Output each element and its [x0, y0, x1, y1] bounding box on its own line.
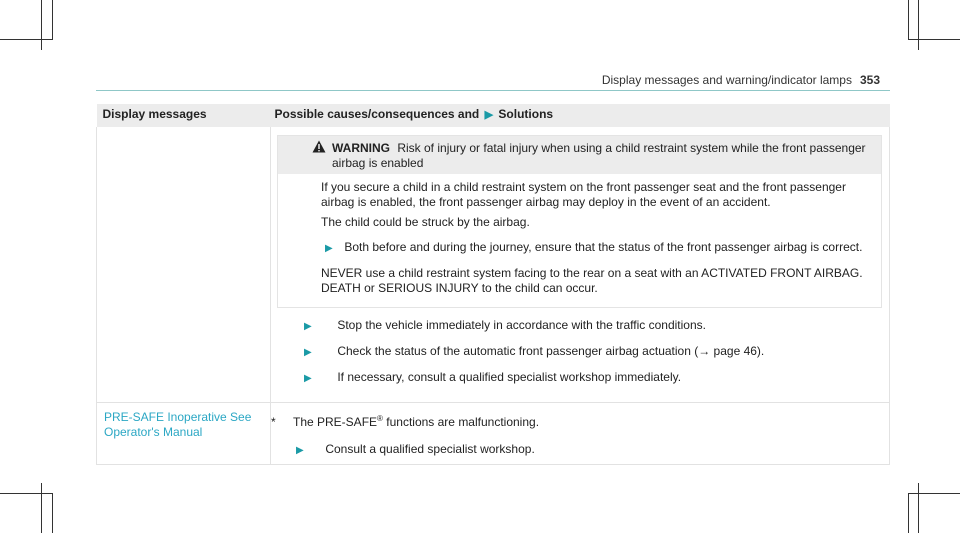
crop-mark: [0, 493, 52, 494]
solution-step: [304, 370, 889, 386]
display-messages-table: [96, 104, 890, 465]
crop-mark: [908, 493, 909, 533]
solution-step: [271, 442, 889, 458]
display-message-text: PRE-SAFE Inoperative See Operator's Manual: [104, 410, 252, 439]
causes-cell: [271, 403, 890, 465]
crop-mark: [918, 483, 919, 533]
optional-equipment-star: *: [271, 415, 276, 429]
warning-bullet: [321, 240, 873, 256]
triangle-right-icon: ▶: [304, 373, 312, 384]
crop-mark: [41, 0, 42, 50]
running-title: Display messages and warning/indicator lamps: [601, 73, 852, 87]
solution-step-text: Check the status of the automatic front passenger airbag actuation (→ page 46).: [337, 344, 765, 358]
solution-step: [304, 318, 889, 334]
warning-box: [277, 135, 882, 308]
table-row: [97, 127, 890, 403]
triangle-right-icon: ▶: [304, 321, 312, 332]
warning-paragraph: The child could be struck by the airbag.: [321, 215, 530, 229]
triangle-right-icon: ▶: [304, 347, 312, 358]
table-row: [97, 403, 890, 465]
running-header: [602, 73, 880, 87]
triangle-right-icon: ▶: [296, 445, 304, 456]
solution-step-text: Consult a qualified specialist workshop.: [325, 442, 535, 456]
warning-text: Risk of injury or fatal injury when using a child restraint system while the front passenger airbag is enabled: [332, 141, 866, 170]
crop-mark: [41, 483, 42, 533]
crop-mark: [918, 0, 919, 50]
registered-mark: ®: [377, 414, 383, 423]
cause-line: [271, 411, 889, 430]
page-number: 353: [859, 73, 880, 87]
cause-text: The PRE-SAFE: [293, 415, 378, 429]
empty-message-cell: [97, 127, 271, 403]
solution-step-text: If necessary, consult a qualified specialist workshop immediately.: [337, 370, 682, 384]
crop-mark: [0, 39, 52, 40]
warning-paragraph: NEVER use a child restraint system facing to the rear on a seat with an ACTIVATED FRONT AIRBAG. DEATH or SERIOUS INJURY to the child can occur.: [321, 266, 863, 295]
solution-steps: [271, 318, 889, 386]
column-header-display: Display messages: [97, 104, 271, 127]
crop-mark: [908, 39, 960, 40]
crop-mark: [52, 0, 53, 40]
warning-bullet-text: Both before and during the journey, ensure that the status of the front passenger airbag is correct.: [344, 240, 863, 254]
triangle-right-icon: ▶: [325, 243, 333, 254]
warning-body: [278, 174, 881, 307]
warning-label: WARNING: [332, 141, 390, 155]
header-rule: [96, 90, 890, 91]
column-header-causes: [271, 104, 890, 127]
crop-mark: [908, 0, 909, 40]
crop-mark: [908, 493, 960, 494]
triangle-right-icon: ▶: [484, 109, 494, 121]
crop-mark: [52, 493, 53, 533]
warning-header: [278, 136, 881, 174]
cause-text-suffix: functions are malfunctioning.: [382, 415, 540, 429]
causes-cell: [271, 127, 890, 403]
column-header-causes-label: Possible causes/consequences and: [274, 107, 480, 121]
message-cell: [97, 403, 271, 465]
warning-triangle-icon: [312, 140, 326, 153]
column-header-solutions-label: Solutions: [498, 107, 554, 121]
solution-step: [304, 344, 889, 360]
warning-paragraph: If you secure a child in a child restraint system on the front passenger seat and the front passenger airbag is enabled, the front passenger airbag may deploy in the event of an accident.: [321, 180, 846, 209]
solution-step-text: Stop the vehicle immediately in accordance with the traffic conditions.: [337, 318, 706, 332]
